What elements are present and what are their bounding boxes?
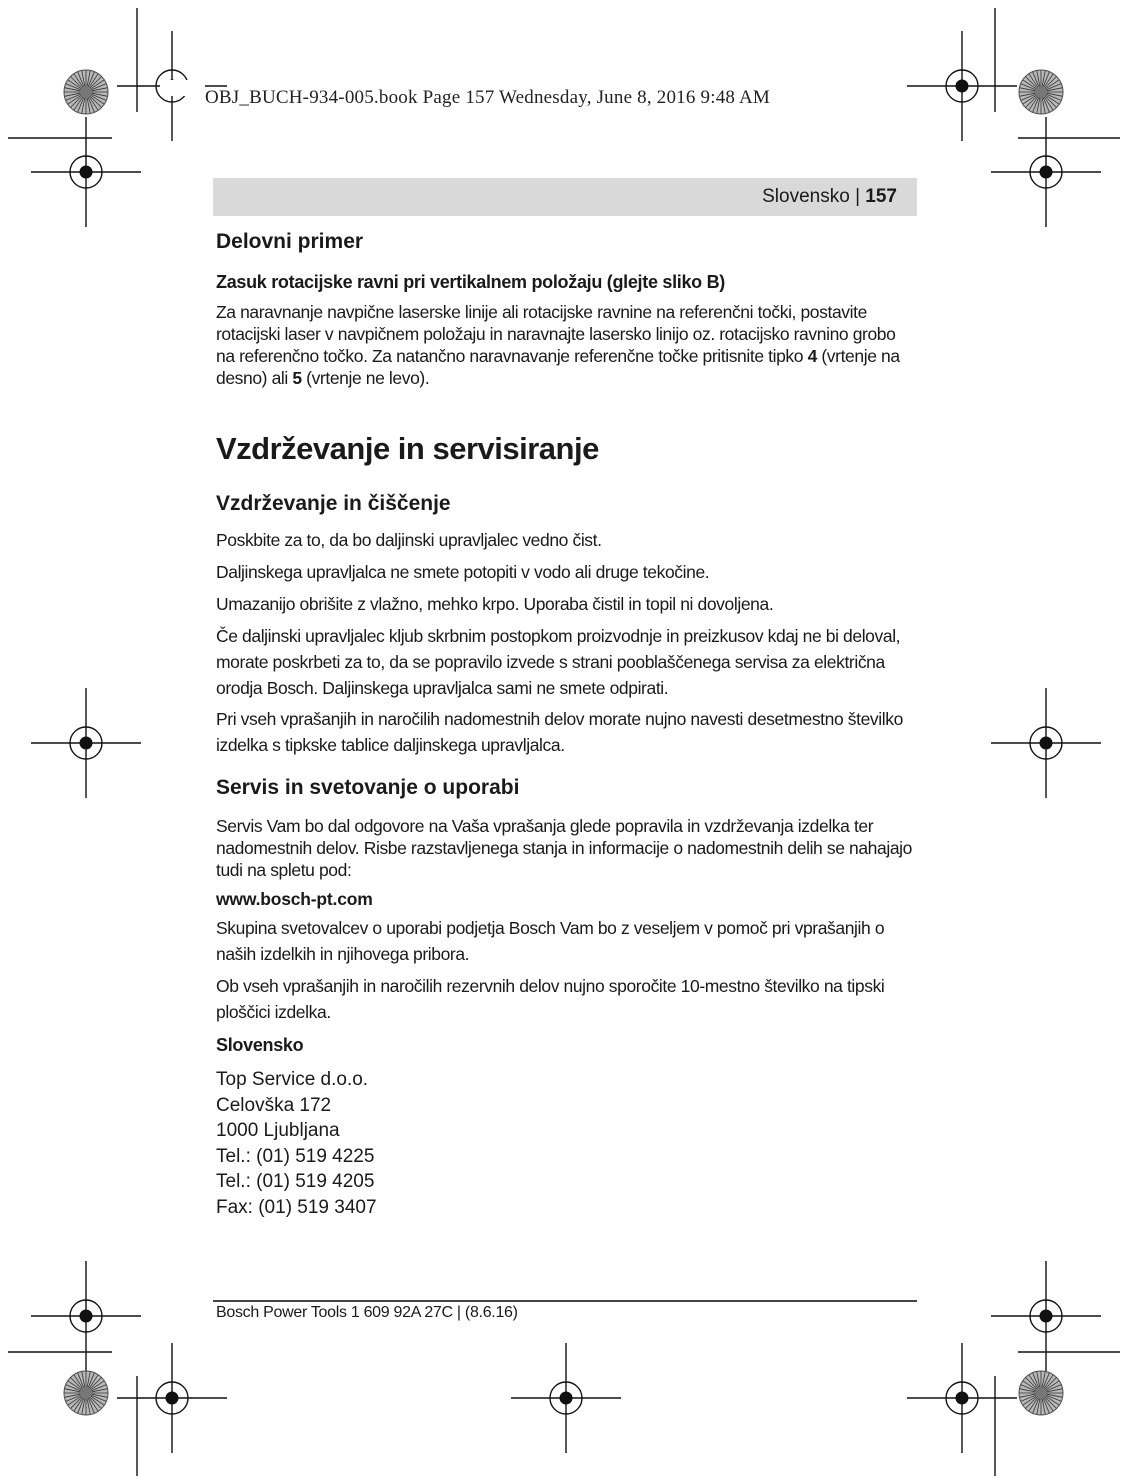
address-line: 1000 Ljubljana <box>216 1120 340 1141</box>
service-paragraph: Servis Vam bo dal odgovore na Vaša vprašanja glede popravila in vzdrževanja izdelka ter nadomestnih delov. Risbe razstavljenega stanja in informacije o nadomestnih delih se nahajajo tudi na spletu pod: <box>216 816 912 880</box>
page-number: 157 <box>865 186 897 207</box>
cleaning-paragraph: Daljinskega upravljalca ne smete potopiti v vodo ali druge tekočine. <box>216 562 710 582</box>
service-address <box>216 1067 916 1220</box>
service-heading: Servis in svetovanje o uporabi <box>216 776 520 799</box>
header-separator: | <box>855 186 861 207</box>
cleaning-paragraph: Pri vseh vprašanjih in naročilih nadomestnih delov morate nujno navesti desetmestno številko izdelka s tipkske tablice daljinskega upravljalca. <box>216 709 903 755</box>
working-example-heading: Delovni primer <box>216 230 364 253</box>
address-line: Fax: (01) 519 3407 <box>216 1196 377 1218</box>
maintenance-title: Vzdrževanje in servisiranje <box>216 431 599 466</box>
cleaning-paragraph: Umazanijo obrišite z vlažno, mehko krpo. Uporaba čistil in topil ni dovoljena. <box>216 594 774 614</box>
key-4: 4 <box>807 346 817 366</box>
cleaning-heading: Vzdrževanje in čiščenje <box>216 492 451 515</box>
working-example-text: Za naravnanje navpične laserske linije ali rotacijske ravnine na referenčni točki, postavite rotacijski laser v navpičnem položaju in naravnajte lasersko linijo oz. rotacijsko ravnino grobo na referenčno točko. Za natančno naravnavanje referenčne točke pritisnite tipko 4 (vrtenje na desno) ali 5 (vrtenje ne levo). <box>216 302 900 388</box>
service-paragraph: Skupina svetovalcev o uporabi podjetja Bosch Vam bo z veseljem v pomoč pri vprašanjih o naših izdelkih in njihovega pribora. <box>216 918 885 964</box>
working-example-subheading: Zasuk rotacijske ravni pri vertikalnem položaju (glejte sliko B) <box>216 272 725 292</box>
address-line: Tel.: (01) 519 4205 <box>216 1171 375 1192</box>
cleaning-paragraph: Poskbite za to, da bo daljinski upravljalec vedno čist. <box>216 530 602 550</box>
cleaning-paragraph: Če daljinski upravljalec kljub skrbnim postopkom proizvodnje in preizkusov kdaj ne bi deloval, morate poskrbeti za to, da se popravilo izvede s strani pooblaščenega servisa za električna orodja Bosch. Daljinskega upravljalca sami ne smete odpirati. <box>216 626 901 698</box>
address-line: Tel.: (01) 519 4225 <box>216 1145 375 1167</box>
country-heading: Slovensko <box>216 1035 304 1055</box>
key-5: 5 <box>292 368 302 388</box>
page-footer: Bosch Power Tools 1 609 92A 27C | (8.6.16) <box>216 1304 518 1321</box>
footer-rule <box>213 1300 917 1302</box>
page-header-bar <box>213 178 917 216</box>
address-line: Top Service d.o.o. <box>216 1069 369 1090</box>
address-line: Celovška 172 <box>216 1094 332 1116</box>
service-paragraph: Ob vseh vprašanjih in naročilih rezervnih delov nujno sporočite 10-mestno številko na tipski ploščici izdelka. <box>216 976 885 1022</box>
service-url-link[interactable]: www.bosch-pt.com <box>216 889 373 909</box>
slug-line: OBJ_BUCH-934-005.book Page 157 Wednesday, June 8, 2016 9:48 AM <box>205 87 771 108</box>
header-language: Slovensko <box>762 186 850 207</box>
page-header <box>762 186 897 208</box>
